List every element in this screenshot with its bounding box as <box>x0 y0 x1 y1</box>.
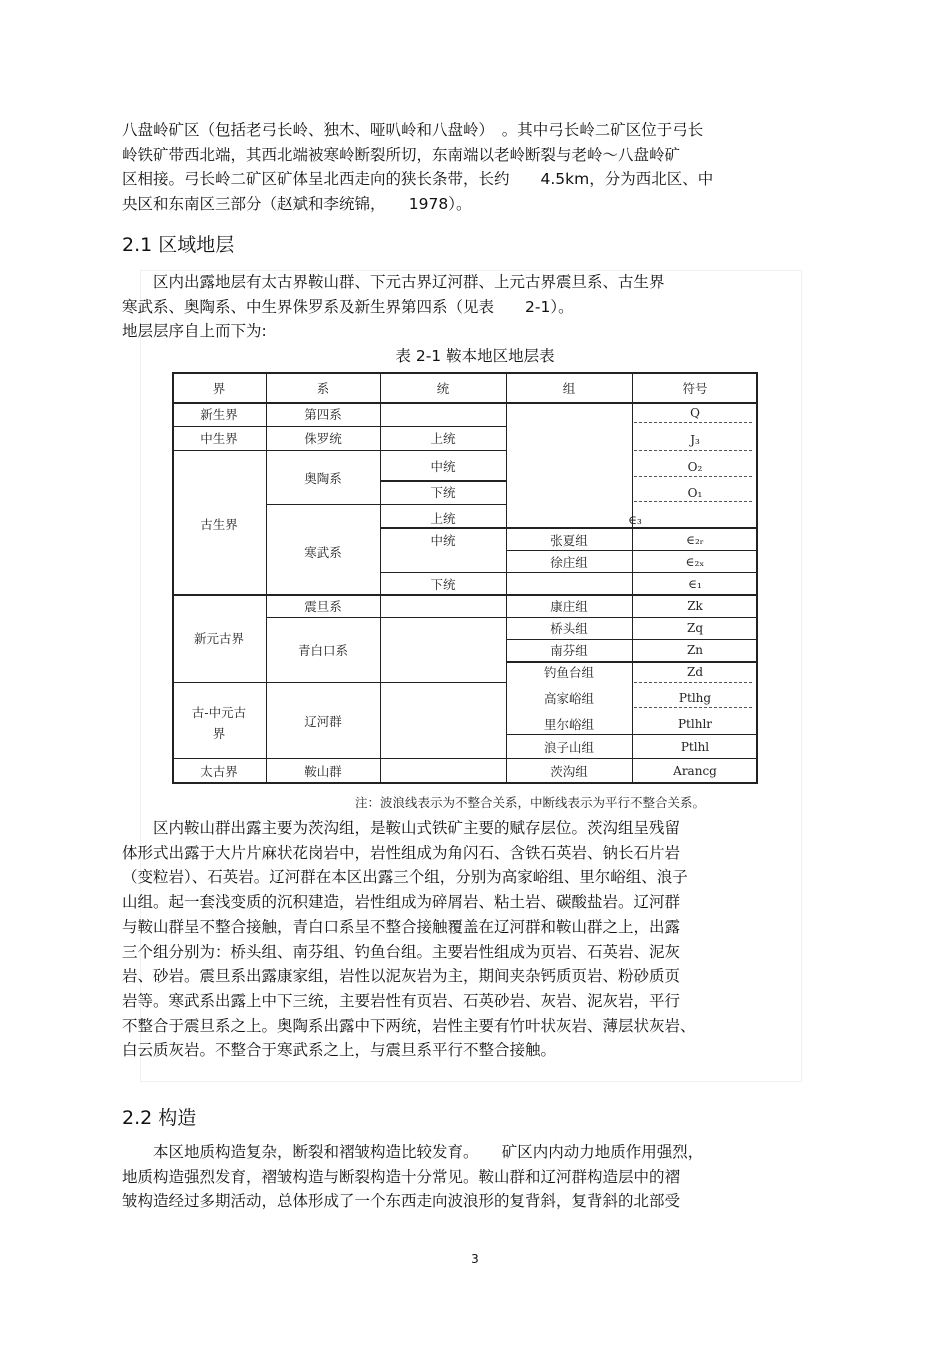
text-line: 本区地质构造复杂，断裂和褶皱构造比较发育。 矿区内内动力地质作用强烈， <box>122 1143 704 1161</box>
symbol-cell: O₁ <box>687 486 703 500</box>
series-cell: 上统 <box>430 431 456 446</box>
symbol-cell: Ptlhl <box>680 740 710 754</box>
header-formation: 组 <box>562 381 576 396</box>
table-caption: 表 2-1 鞍本地区地层表 <box>395 347 555 365</box>
text-line: 区相接。弓长岭二矿区矿体呈北西走向的狭长条带，长约 4.5km，分为西北区、中 <box>122 170 714 189</box>
symbol-cell: Arancg <box>673 764 717 778</box>
symbol-cell: ∈₁ <box>688 577 702 591</box>
row-line <box>506 550 758 551</box>
row-line <box>266 504 506 505</box>
unconformity-line <box>634 501 752 508</box>
text-line: 岩等。寒武系出露上中下三统，主要岩性有页岩、石英砂岩、灰岩、泥灰岩，平行 <box>122 991 681 1010</box>
row-line <box>506 734 758 735</box>
symbol-cell: J₃ <box>690 433 700 447</box>
unconformity-line <box>634 682 752 689</box>
column-divider <box>632 372 633 527</box>
unconformity-line <box>634 450 752 457</box>
series-cell: 下统 <box>430 485 456 500</box>
era-cell: 古生界 <box>200 517 238 532</box>
era-cell: 太古界 <box>200 764 238 779</box>
text-line: 寒武系、奥陶系、中生界侏罗系及新生界第四系（见表 2-1）。 <box>122 297 574 316</box>
series-cell: 中统 <box>430 533 456 548</box>
symbol-cell: Zn <box>686 643 704 657</box>
formation-cell: 钓鱼台组 <box>543 665 595 680</box>
symbol-cell: Ptlhlr <box>677 717 713 731</box>
header-series: 统 <box>436 381 450 396</box>
text-line: 岩、砂岩。震旦系出露康家组，岩性以泥灰岩为主，期间夹杂钙质页岩、粉砂质页 <box>122 967 681 986</box>
column-divider <box>632 527 633 784</box>
formation-cell: 茨沟组 <box>550 764 588 779</box>
symbol-cell: ∈₂ₓ <box>685 555 705 569</box>
column-divider <box>506 372 507 784</box>
era-cell: 中生界 <box>200 431 238 446</box>
header-system: 系 <box>316 381 330 396</box>
era-cell: 新元古界 <box>193 631 245 646</box>
system-cell: 青白口系 <box>297 643 349 658</box>
symbol-cell: ∈₂ᵣ <box>686 533 704 547</box>
row-line <box>172 426 506 427</box>
header-era: 界 <box>212 381 226 396</box>
text-line: 八盘岭矿区（包括老弓长岭、独木、哑叭岭和八盘岭） 。其中弓长岭二矿区位于弓长 <box>122 121 704 139</box>
row-line <box>172 758 758 759</box>
symbol-cell: Zk <box>687 599 703 613</box>
unconformity-line <box>634 476 752 483</box>
formation-cell: 浪子山组 <box>543 740 595 755</box>
symbol-cell: O₂ <box>687 460 703 474</box>
intro-paragraph <box>122 118 812 217</box>
text-line: 岭铁矿带西北端，其西北端被寒岭断裂所切，东南端以老岭断裂与老岭～八盘岭矿 <box>122 145 681 164</box>
text-line: 不整合于震旦系之上。奥陶系出露中下两统，岩性主要有竹叶状灰岩、薄层状灰岩、 <box>122 1016 696 1035</box>
system-cell: 寒武系 <box>304 545 342 560</box>
symbol-cell: Zd <box>686 665 704 679</box>
text-line: 地质构造强烈发育，褶皱构造与断裂构造十分常见。鞍山群和辽河群构造层中的褶 <box>122 1167 681 1186</box>
row-line <box>172 594 758 596</box>
table-header-line <box>172 402 758 404</box>
table-border <box>172 372 758 374</box>
stratigraphy-detail-paragraph <box>122 816 812 1063</box>
formation-cell: 徐庄组 <box>550 555 588 570</box>
system-cell: 侏罗统 <box>304 431 342 446</box>
row-line <box>172 450 506 451</box>
column-divider <box>380 372 381 784</box>
row-line <box>172 682 506 683</box>
series-cell: 中统 <box>430 459 456 474</box>
series-cell: 上统 <box>430 511 456 526</box>
column-divider <box>266 372 267 784</box>
system-cell: 辽河群 <box>304 714 342 729</box>
text-line: （变粒岩）、石英岩。辽河群在本区出露三个组，分别为高家峪组、里尔峪组、浪子 <box>122 868 688 887</box>
symbol-cell: ∈₃ <box>628 513 642 527</box>
formation-cell: 南芬组 <box>550 643 588 658</box>
formation-cell: 张夏组 <box>550 533 588 548</box>
text-line: 体形式出露于大片片麻状花岗岩中，岩性组成为角闪石、含铁石英岩、钠长石片岩 <box>122 843 681 862</box>
era-cell: 界 <box>212 726 226 741</box>
system-cell: 第四系 <box>304 407 342 422</box>
row-line <box>380 527 758 529</box>
table-border <box>172 782 758 784</box>
row-line <box>380 480 506 482</box>
formation-cell: 桥头组 <box>550 621 588 636</box>
stratigraphy-paragraph <box>122 270 812 344</box>
text-line: 区内鞍山群出露主要为茨沟组，是鞍山式铁矿主要的赋存层位。茨沟组呈残留 <box>122 819 681 837</box>
formation-cell: 里尔峪组 <box>543 717 595 732</box>
table-border <box>172 372 174 784</box>
system-cell: 震旦系 <box>304 599 342 614</box>
symbol-cell: Zq <box>686 621 704 635</box>
row-line <box>506 639 758 640</box>
era-cell: 新生界 <box>200 407 238 422</box>
section-heading-structure: 2.2 构造 <box>122 1107 197 1129</box>
symbol-cell: Q <box>690 406 700 420</box>
section-heading-stratigraphy: 2.1 区域地层 <box>122 234 235 256</box>
unconformity-line <box>634 422 752 429</box>
series-cell: 下统 <box>430 577 456 592</box>
system-cell: 奥陶系 <box>304 471 342 486</box>
text-line: 三个组分别为：桥头组、南芬组、钓鱼台组。主要岩性组成为页岩、石英岩、泥灰 <box>122 942 681 961</box>
era-cell: 古-中元古 <box>191 705 247 720</box>
page-number: 3 <box>471 1252 479 1266</box>
text-line: 皱构造经过多期活动，总体形成了一个东西走向波浪形的复背斜，复背斜的北部受 <box>122 1192 681 1211</box>
text-line: 地层层序自上而下为: <box>122 322 267 341</box>
unconformity-line <box>634 707 752 714</box>
header-symbol: 符号 <box>682 381 708 396</box>
text-line: 央区和东南区三部分（赵斌和李统锦， 1978）。 <box>122 195 472 214</box>
text-line: 与鞍山群呈不整合接触，青白口系呈不整合接触覆盖在辽河群和鞍山群之上，出露 <box>122 917 681 936</box>
table-border <box>756 372 758 784</box>
formation-cell: 高家峪组 <box>543 691 595 706</box>
system-cell: 鞍山群 <box>304 764 342 779</box>
row-line <box>506 572 758 573</box>
formation-cell: 康庄组 <box>550 599 588 614</box>
row-line <box>266 617 758 618</box>
text-line: 白云质灰岩。不整合于寒武系之上，与震旦系平行不整合接触。 <box>122 1041 557 1060</box>
symbol-cell: Ptlhg <box>678 691 712 705</box>
row-line <box>380 572 506 573</box>
text-line: 区内出露地层有太古界鞍山群、下元古界辽河群、上元古界震旦系、古生界 <box>122 273 665 291</box>
text-line: 山组。起一套浅变质的沉积建造，岩性组成为碎屑岩、粘土岩、碳酸盐岩。辽河群 <box>122 893 681 912</box>
structure-paragraph <box>122 1140 812 1214</box>
table-note: 注：波浪线表示为不整合关系，中断线表示为平行不整合关系。 <box>355 795 706 810</box>
stratigraphy-table <box>172 372 758 784</box>
